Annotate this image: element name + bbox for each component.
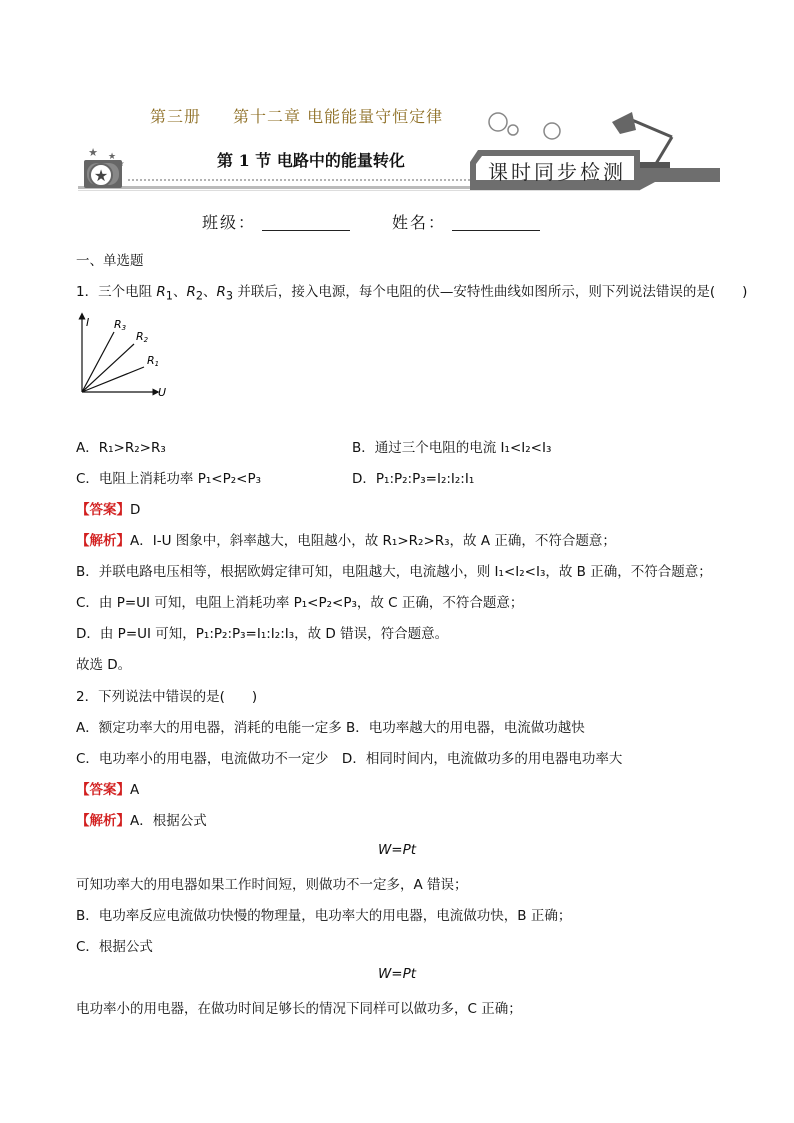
q1-explain-line-3: C．由 P=UI 可知，电阻上消耗功率 P₁<P₂<P₃，故 C 正确，不符合题意； xyxy=(76,595,524,611)
section-title: 第 1 节 电路中的能量转化 xyxy=(217,151,405,170)
svg-text:★: ★ xyxy=(107,152,117,162)
line-r1 xyxy=(82,367,144,392)
q2-options-line-2[interactable]: C．电功率小的用电器，电流做功不一定少 D．相同时间内，电流做功多的用电器电功率大 xyxy=(76,751,623,767)
chapter-title: 第十二章 电能能量守恒定律 xyxy=(233,107,444,126)
q1-stem: 1．三个电阻 $R_1$、$R_2$、$R_3$ 并联后，接入电源，每个电阻的伏—安特性曲线如图所示，则下列说法错误的是( ) xyxy=(76,284,748,303)
q2-options-line-1[interactable]: A．额定功率大的用电器，消耗的电能一定多 B．电功率越大的用电器，电流做功越快 xyxy=(76,720,585,736)
label-r1: R1 xyxy=(147,354,160,368)
name-field xyxy=(392,210,540,233)
q1-option-a[interactable]: A．R₁>R₂>R₃ xyxy=(76,440,166,456)
badge-label: 课时同步检测 xyxy=(488,160,626,184)
y-axis-label: I xyxy=(86,316,90,329)
answer-tag: 【答案】 xyxy=(76,782,130,798)
answer-tag: 【答案】 xyxy=(76,502,130,518)
line-r2 xyxy=(82,344,134,392)
q1-option-b[interactable]: B．通过三个电阻的电流 I₁<I₂<I₃ xyxy=(352,440,552,456)
section-heading: 一、单选题 xyxy=(76,253,144,269)
star-badge-icon xyxy=(84,146,125,188)
q2-answer xyxy=(76,778,139,798)
q2-formula-2: W=Pt xyxy=(377,966,417,982)
q2-explain-line-3: B．电功率反应电流做功快慢的物理量，电功率大的用电器，电流做功快，B 正确； xyxy=(76,908,572,924)
q2-explain-line-5: 电功率小的用电器，在做功时间足够长的情况下同样可以做功多，C 正确； xyxy=(76,1001,522,1017)
q2-explain-line-2: 可知功率大的用电器如果工作时间短，则做功不一定多，A 错误； xyxy=(76,877,468,893)
book-label: 第三册 xyxy=(150,107,202,126)
class-blank[interactable] xyxy=(262,214,350,231)
svg-text:★: ★ xyxy=(117,159,125,168)
iu-graph xyxy=(70,312,180,402)
q1-answer xyxy=(76,498,140,518)
class-field xyxy=(202,210,350,233)
name-blank[interactable] xyxy=(452,214,540,231)
q1-explain-line-2: B．并联电路电压相等，根据欧姆定律可知，电阻越大，电流越小，则 I₁<I₂<I₃，故 B 正确，不符合题意； xyxy=(76,564,712,580)
svg-text:★: ★ xyxy=(88,146,98,159)
q1-conclusion: 故选 D。 xyxy=(76,657,132,673)
x-axis-label: U xyxy=(158,386,167,399)
q2-formula-1: W=Pt xyxy=(377,842,417,858)
q2-explain-line-4: C．根据公式 xyxy=(76,939,153,955)
explain-tag: 【解析】 xyxy=(76,533,130,549)
answer-value: A xyxy=(130,782,140,798)
q1-explain-line-4: D．由 P=UI 可知，P₁:P₂:P₃=I₁:I₂:I₃，故 D 错误，符合题意。 xyxy=(76,626,449,642)
name-label: 姓名： xyxy=(392,213,447,232)
q2-stem: 2．下列说法中错误的是( ) xyxy=(76,689,258,705)
q1-option-d[interactable]: D．P₁:P₂:P₃=I₂:I₂:I₁ xyxy=(352,471,475,487)
class-label: 班级： xyxy=(202,213,257,232)
q1-explain-line-1: 【解析】A．I-U 图象中，斜率越大，电阻越小，故 R₁>R₂>R₃，故 A 正确，不符合题意； xyxy=(76,533,616,549)
answer-value: D xyxy=(130,502,141,518)
explain-tag: 【解析】 xyxy=(76,813,130,829)
line-r3 xyxy=(82,332,114,392)
label-r2: R2 xyxy=(136,330,149,344)
q2-explain-line-1: 【解析】A．根据公式 xyxy=(76,813,207,829)
label-r3: R3 xyxy=(114,318,127,332)
q1-option-c[interactable]: C．电阻上消耗功率 P₁<P₂<P₃ xyxy=(76,471,261,487)
svg-text:★: ★ xyxy=(93,166,109,185)
